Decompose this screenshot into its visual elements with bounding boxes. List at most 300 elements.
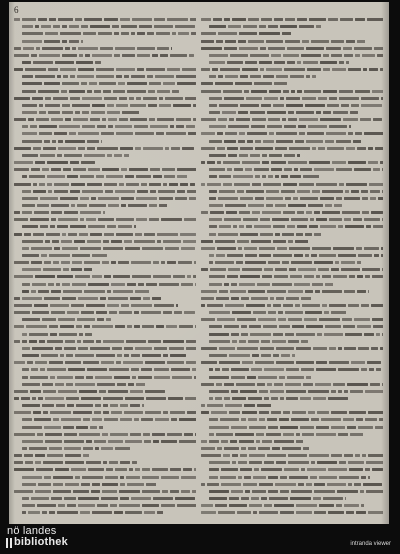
text-word xyxy=(165,97,183,100)
text-word xyxy=(382,218,383,221)
text-word xyxy=(157,233,178,236)
text-word xyxy=(163,183,167,186)
text-word xyxy=(257,383,265,386)
text-word xyxy=(278,311,283,314)
text-word xyxy=(258,447,270,450)
text-word xyxy=(99,426,103,429)
text-word xyxy=(279,376,285,379)
text-word xyxy=(307,132,324,135)
text-word xyxy=(305,233,312,236)
text-word xyxy=(207,304,223,307)
text-word xyxy=(216,40,223,43)
text-word xyxy=(136,97,141,100)
text-line xyxy=(209,190,383,193)
text-word xyxy=(137,54,150,57)
text-word xyxy=(53,418,59,421)
text-word xyxy=(82,190,103,193)
text-word xyxy=(281,175,288,178)
text-word xyxy=(368,161,378,164)
text-word xyxy=(292,354,295,357)
text-word xyxy=(329,125,347,128)
text-word xyxy=(362,454,366,457)
scanned-page xyxy=(9,2,389,524)
text-word xyxy=(286,297,299,300)
text-word xyxy=(297,225,307,228)
text-word xyxy=(115,190,135,193)
text-word xyxy=(224,97,244,100)
text-word xyxy=(209,25,226,28)
text-word xyxy=(60,32,81,35)
text-word xyxy=(85,54,90,57)
text-word xyxy=(68,233,77,236)
text-word xyxy=(81,397,101,400)
text-word xyxy=(41,254,47,257)
text-word xyxy=(303,383,313,386)
text-word xyxy=(237,347,258,350)
text-word xyxy=(336,504,342,507)
text-word xyxy=(143,297,150,300)
text-word xyxy=(278,318,286,321)
text-word xyxy=(241,297,249,300)
text-word xyxy=(14,97,30,100)
text-line xyxy=(209,340,308,343)
text-word xyxy=(350,433,363,436)
text-word xyxy=(225,132,237,135)
text-word xyxy=(268,311,276,314)
text-word xyxy=(356,511,366,514)
text-word xyxy=(327,147,344,150)
text-word xyxy=(228,268,240,271)
text-word xyxy=(297,211,304,214)
text-word xyxy=(310,218,314,221)
text-word xyxy=(207,161,215,164)
text-word xyxy=(158,190,175,193)
text-word xyxy=(96,75,114,78)
text-word xyxy=(372,90,383,93)
logo-line-1: nö landes xyxy=(7,525,57,537)
text-word xyxy=(217,247,236,250)
text-word xyxy=(58,504,65,507)
text-word xyxy=(75,383,95,386)
text-word xyxy=(38,290,49,293)
text-word xyxy=(38,483,51,486)
text-word xyxy=(374,254,379,257)
text-word xyxy=(114,376,130,379)
text-line xyxy=(201,447,309,450)
text-word xyxy=(237,190,244,193)
text-word xyxy=(72,104,90,107)
text-word xyxy=(14,168,29,171)
text-word xyxy=(253,476,266,479)
text-word xyxy=(62,233,66,236)
text-word xyxy=(239,211,250,214)
text-word xyxy=(42,168,49,171)
text-word xyxy=(22,426,42,429)
text-word xyxy=(110,504,117,507)
text-line xyxy=(22,175,187,178)
text-word xyxy=(62,111,73,114)
text-column-right xyxy=(201,18,383,518)
text-word xyxy=(132,275,151,278)
text-word xyxy=(108,390,128,393)
text-word xyxy=(252,490,266,493)
text-word xyxy=(209,225,217,228)
text-word xyxy=(103,340,124,343)
text-word xyxy=(323,497,343,500)
text-word xyxy=(227,61,243,64)
text-line xyxy=(201,147,383,150)
text-word xyxy=(47,454,63,457)
text-word xyxy=(77,75,94,78)
text-word xyxy=(209,368,213,371)
text-word xyxy=(225,75,238,78)
text-line xyxy=(201,290,369,293)
text-word xyxy=(324,333,343,336)
text-word xyxy=(86,218,96,221)
text-word xyxy=(159,104,171,107)
text-word xyxy=(269,497,288,500)
text-word xyxy=(344,290,355,293)
text-word xyxy=(150,168,160,171)
text-word xyxy=(273,304,281,307)
text-word xyxy=(153,440,159,443)
text-word xyxy=(149,204,157,207)
text-word xyxy=(86,461,101,464)
text-word xyxy=(194,376,196,379)
text-word xyxy=(224,18,230,21)
text-word xyxy=(355,54,360,57)
text-word xyxy=(328,468,347,471)
text-word xyxy=(246,225,252,228)
text-word xyxy=(288,240,293,243)
text-word xyxy=(24,233,31,236)
text-word xyxy=(248,447,256,450)
text-word xyxy=(55,468,69,471)
text-word xyxy=(228,125,249,128)
text-word xyxy=(243,483,257,486)
text-word xyxy=(201,183,205,186)
text-word xyxy=(209,204,223,207)
text-word xyxy=(338,390,342,393)
text-word xyxy=(311,461,315,464)
text-word xyxy=(30,125,37,128)
text-word xyxy=(267,418,277,421)
text-word xyxy=(104,97,117,100)
text-line xyxy=(22,440,196,443)
text-word xyxy=(142,325,154,328)
text-word xyxy=(283,211,295,214)
text-word xyxy=(159,283,179,286)
text-word xyxy=(131,368,139,371)
text-line xyxy=(209,197,383,200)
text-word xyxy=(134,311,139,314)
text-word xyxy=(42,511,47,514)
text-word xyxy=(107,304,119,307)
text-word xyxy=(345,497,346,500)
text-word xyxy=(117,354,122,357)
text-word xyxy=(301,297,311,300)
text-word xyxy=(144,233,155,236)
text-word xyxy=(239,440,254,443)
text-line xyxy=(22,404,144,407)
text-word xyxy=(121,304,129,307)
text-line xyxy=(209,168,383,171)
text-word xyxy=(316,361,327,364)
text-word xyxy=(233,225,237,228)
text-word xyxy=(281,354,290,357)
text-word xyxy=(128,204,147,207)
text-word xyxy=(143,433,150,436)
text-word xyxy=(296,111,314,114)
text-word xyxy=(76,325,82,328)
text-word xyxy=(148,90,155,93)
text-word xyxy=(116,132,133,135)
text-word xyxy=(329,347,336,350)
text-word xyxy=(255,147,273,150)
text-line xyxy=(201,347,383,350)
text-word xyxy=(146,483,156,486)
text-word xyxy=(61,418,81,421)
text-word xyxy=(238,40,246,43)
text-word xyxy=(232,18,246,21)
text-word xyxy=(47,368,66,371)
text-word xyxy=(31,261,42,264)
text-word xyxy=(103,240,109,243)
text-word xyxy=(121,168,127,171)
text-word xyxy=(269,90,281,93)
text-word xyxy=(119,504,140,507)
text-line xyxy=(22,247,196,250)
text-word xyxy=(270,297,274,300)
text-word xyxy=(209,325,222,328)
text-word xyxy=(22,333,27,336)
text-word xyxy=(138,283,144,286)
text-line xyxy=(22,25,196,28)
text-word xyxy=(68,368,85,371)
text-word xyxy=(24,454,33,457)
text-word xyxy=(130,104,146,107)
text-line xyxy=(22,82,196,85)
text-word xyxy=(326,132,346,135)
text-word xyxy=(358,426,373,429)
text-word xyxy=(131,497,151,500)
text-line xyxy=(14,304,178,307)
text-word xyxy=(185,397,196,400)
text-word xyxy=(37,433,43,436)
text-word xyxy=(275,483,296,486)
text-word xyxy=(106,175,123,178)
text-word xyxy=(280,476,287,479)
text-word xyxy=(144,440,151,443)
text-word xyxy=(101,447,113,450)
text-word xyxy=(264,368,284,371)
text-word xyxy=(53,483,63,486)
text-word xyxy=(355,132,362,135)
text-word xyxy=(239,47,258,50)
text-word xyxy=(33,190,46,193)
text-word xyxy=(309,18,326,21)
text-word xyxy=(219,104,238,107)
text-word xyxy=(153,261,159,264)
text-word xyxy=(361,368,367,371)
text-word xyxy=(269,132,274,135)
text-word xyxy=(22,25,33,28)
text-word xyxy=(369,68,378,71)
text-word xyxy=(360,118,371,121)
viewer-brand-label[interactable]: intranda viewer xyxy=(350,541,391,547)
text-word xyxy=(163,82,175,85)
text-word xyxy=(30,390,41,393)
text-word xyxy=(325,204,332,207)
text-word xyxy=(348,68,361,71)
text-word xyxy=(166,132,186,135)
text-word xyxy=(135,468,140,471)
text-word xyxy=(215,261,234,264)
logo-line-2: bibliothek xyxy=(14,536,68,548)
text-word xyxy=(295,140,304,143)
text-word xyxy=(92,54,112,57)
text-word xyxy=(344,454,353,457)
text-word xyxy=(280,426,298,429)
text-word xyxy=(231,490,243,493)
text-word xyxy=(283,54,299,57)
text-line xyxy=(14,68,196,71)
text-line xyxy=(209,218,383,221)
text-word xyxy=(323,68,330,71)
text-word xyxy=(120,461,130,464)
text-word xyxy=(346,147,355,150)
text-word xyxy=(347,383,368,386)
text-line xyxy=(201,118,383,121)
text-word xyxy=(357,290,366,293)
text-word xyxy=(209,311,230,314)
text-word xyxy=(320,225,336,228)
text-word xyxy=(14,275,33,278)
text-line xyxy=(209,497,346,500)
text-word xyxy=(44,426,61,429)
text-word xyxy=(139,25,152,28)
text-word xyxy=(148,340,161,343)
text-word xyxy=(339,476,359,479)
text-word xyxy=(241,418,246,421)
text-word xyxy=(33,61,53,64)
text-word xyxy=(137,190,148,193)
text-line xyxy=(14,161,95,164)
text-word xyxy=(201,411,209,414)
text-line xyxy=(22,376,196,379)
text-line xyxy=(22,40,83,43)
text-word xyxy=(44,476,51,479)
text-word xyxy=(120,18,130,21)
text-line xyxy=(22,140,102,143)
text-word xyxy=(366,225,371,228)
text-word xyxy=(201,318,215,321)
text-word xyxy=(207,183,221,186)
text-word xyxy=(380,347,383,350)
text-word xyxy=(296,511,312,514)
text-word xyxy=(35,161,45,164)
text-word xyxy=(154,376,170,379)
text-word xyxy=(174,311,182,314)
text-word xyxy=(339,183,344,186)
text-word xyxy=(336,140,351,143)
text-word xyxy=(187,275,191,278)
text-word xyxy=(134,418,139,421)
text-word xyxy=(170,54,187,57)
text-word xyxy=(22,283,30,286)
text-word xyxy=(114,32,119,35)
text-word xyxy=(301,468,305,471)
text-word xyxy=(188,132,196,135)
text-word xyxy=(45,104,60,107)
text-word xyxy=(299,118,318,121)
text-word xyxy=(361,304,369,307)
text-word xyxy=(167,68,180,71)
text-word xyxy=(201,68,210,71)
text-word xyxy=(217,447,222,450)
text-word xyxy=(238,476,242,479)
text-word xyxy=(286,390,306,393)
text-word xyxy=(49,18,56,21)
text-word xyxy=(224,447,239,450)
text-line xyxy=(22,318,112,321)
text-word xyxy=(83,447,93,450)
text-word xyxy=(263,325,277,328)
text-word xyxy=(225,304,244,307)
text-word xyxy=(136,175,151,178)
text-word xyxy=(307,468,326,471)
text-word xyxy=(92,511,112,514)
text-word xyxy=(323,111,331,114)
text-word xyxy=(32,283,46,286)
text-word xyxy=(115,447,130,450)
text-word xyxy=(312,75,316,78)
text-word xyxy=(255,175,260,178)
text-word xyxy=(71,468,86,471)
text-line xyxy=(14,275,196,278)
text-word xyxy=(274,18,283,21)
text-word xyxy=(268,175,273,178)
text-word xyxy=(173,275,185,278)
text-word xyxy=(39,340,45,343)
text-word xyxy=(365,418,377,421)
text-word xyxy=(109,461,118,464)
text-word xyxy=(70,225,86,228)
text-word xyxy=(75,354,94,357)
text-word xyxy=(112,25,119,28)
text-word xyxy=(249,504,262,507)
text-word xyxy=(116,361,121,364)
text-word xyxy=(101,140,102,143)
library-logo[interactable] xyxy=(6,526,68,548)
text-line xyxy=(22,476,196,479)
text-word xyxy=(51,218,56,221)
text-word xyxy=(58,218,78,221)
text-word xyxy=(51,211,62,214)
text-word xyxy=(244,476,251,479)
text-line xyxy=(201,47,383,50)
text-word xyxy=(71,183,85,186)
text-word xyxy=(245,261,266,264)
text-word xyxy=(316,218,327,221)
text-word xyxy=(72,47,76,50)
text-word xyxy=(127,82,147,85)
text-word xyxy=(366,461,383,464)
text-line xyxy=(14,433,196,436)
text-word xyxy=(169,347,184,350)
text-word xyxy=(276,140,293,143)
text-word xyxy=(235,433,254,436)
